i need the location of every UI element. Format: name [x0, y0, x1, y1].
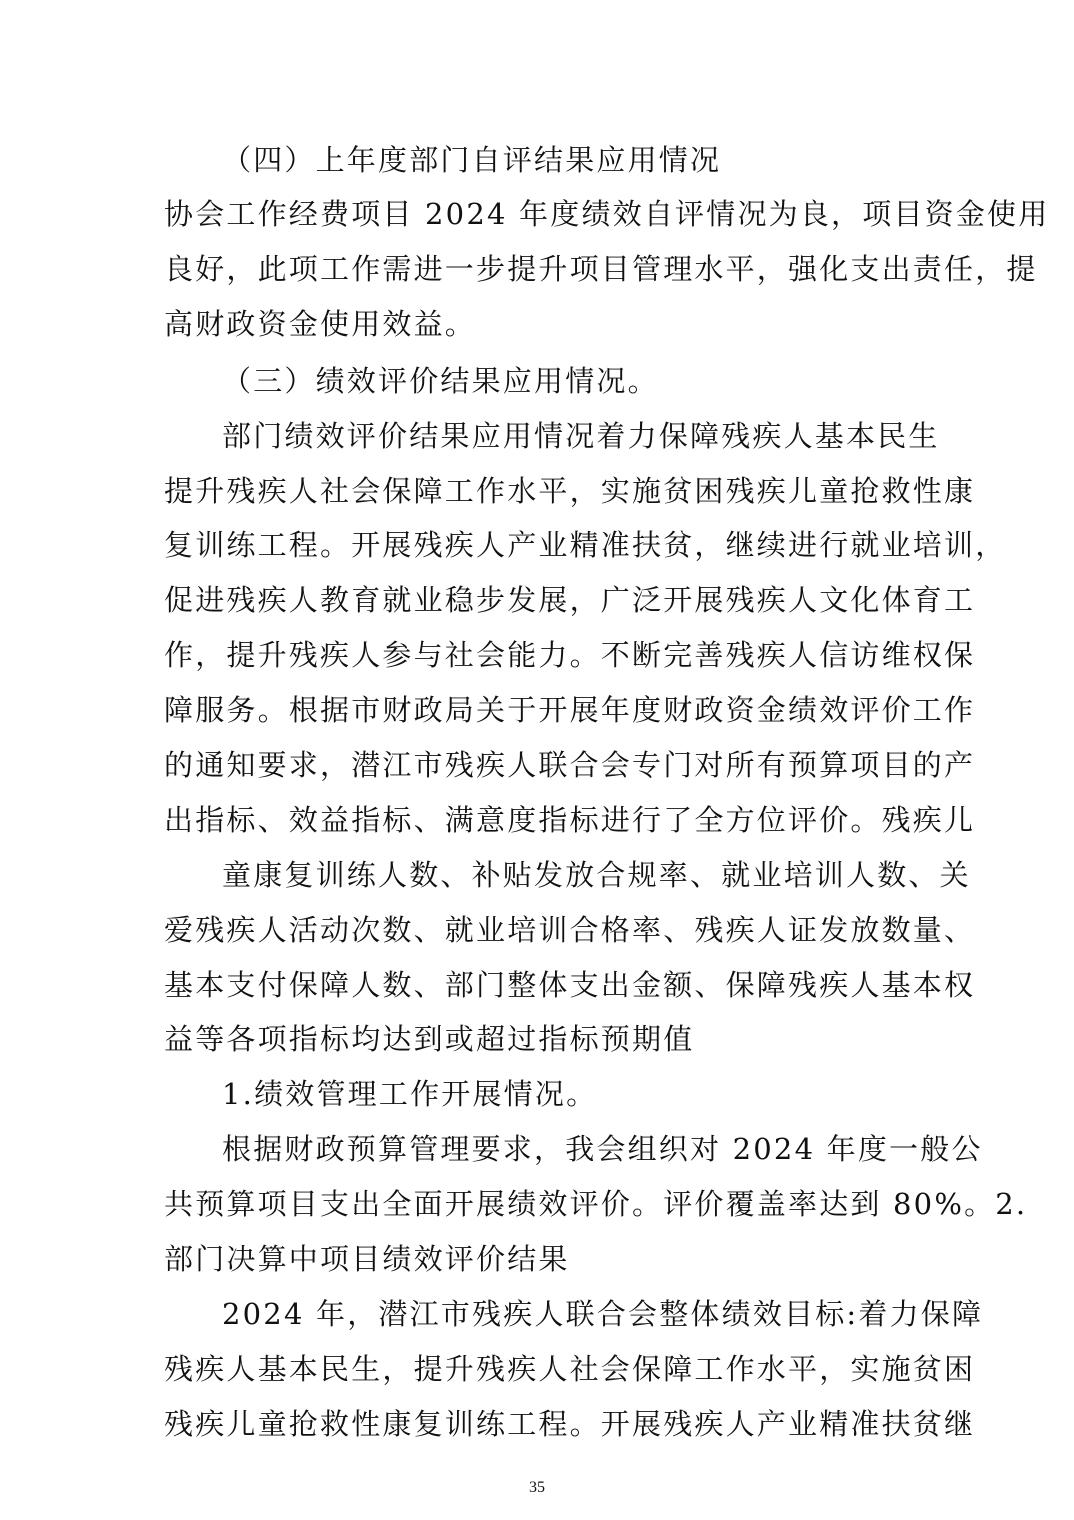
- text-line: 益等各项指标均达到或超过指标预期值: [164, 1022, 695, 1056]
- text-line: 出指标、效益指标、满意度指标进行了全方位评价。残疾儿: [164, 803, 976, 837]
- text-line: 提升残疾人社会保障工作水平，实施贫困残疾儿童抢救性康: [164, 474, 976, 508]
- text-line: 部门决算中项目绩效评价结果: [164, 1242, 570, 1276]
- text-line: 促进残疾人教育就业稳步发展，广泛开展残疾人文化体育工: [164, 583, 976, 617]
- text-line: 基本支付保障人数、部门整体支出金额、保障残疾人基本权: [164, 968, 976, 1002]
- text-line: 高财政资金使用效益。: [164, 307, 477, 341]
- text-line: 爱残疾人活动次数、就业培训合格率、残疾人证发放数量、: [164, 913, 976, 947]
- text-line: 残疾儿童抢救性康复训练工程。开展残疾人产业精准扶贫继: [164, 1407, 976, 1441]
- text-line: 共预算项目支出全面开展绩效评价。评价覆盖率达到 80%。2.: [164, 1187, 1028, 1221]
- text-line: 部门绩效评价结果应用情况着力保障残疾人基本民生: [222, 419, 940, 453]
- text-line: 复训练工程。开展残疾人产业精准扶贫，继续进行就业培训，: [164, 528, 1007, 562]
- text-line: 童康复训练人数、补贴发放合规率、就业培训人数、关: [222, 858, 971, 892]
- subheading-1: 1.绩效管理工作开展情况。: [222, 1077, 598, 1111]
- text-line: 良好，此项工作需进一步提升项目管理水平，强化支出责任，提: [164, 252, 1038, 286]
- text-line: 根据财政预算管理要求，我会组织对 2024 年度一般公: [222, 1132, 983, 1166]
- text-line: 作，提升残疾人参与社会能力。不断完善残疾人信访维权保: [164, 638, 976, 672]
- heading-four: （四）上年度部门自评结果应用情况: [222, 143, 722, 177]
- text-line: 协会工作经费项目 2024 年度绩效自评情况为良，项目资金使用: [164, 197, 1050, 231]
- text-line: 的通知要求，潜江市残疾人联合会专门对所有预算项目的产: [164, 748, 976, 782]
- heading-three: （三）绩效评价结果应用情况。: [222, 364, 659, 398]
- text-line: 障服务。根据市财政局关于开展年度财政资金绩效评价工作: [164, 693, 976, 727]
- text-line: 2024 年，潜江市残疾人联合会整体绩效目标:着力保障: [222, 1297, 984, 1331]
- page-number: 35: [529, 1479, 545, 1496]
- text-line: 残疾人基本民生，提升残疾人社会保障工作水平，实施贫困: [164, 1352, 976, 1386]
